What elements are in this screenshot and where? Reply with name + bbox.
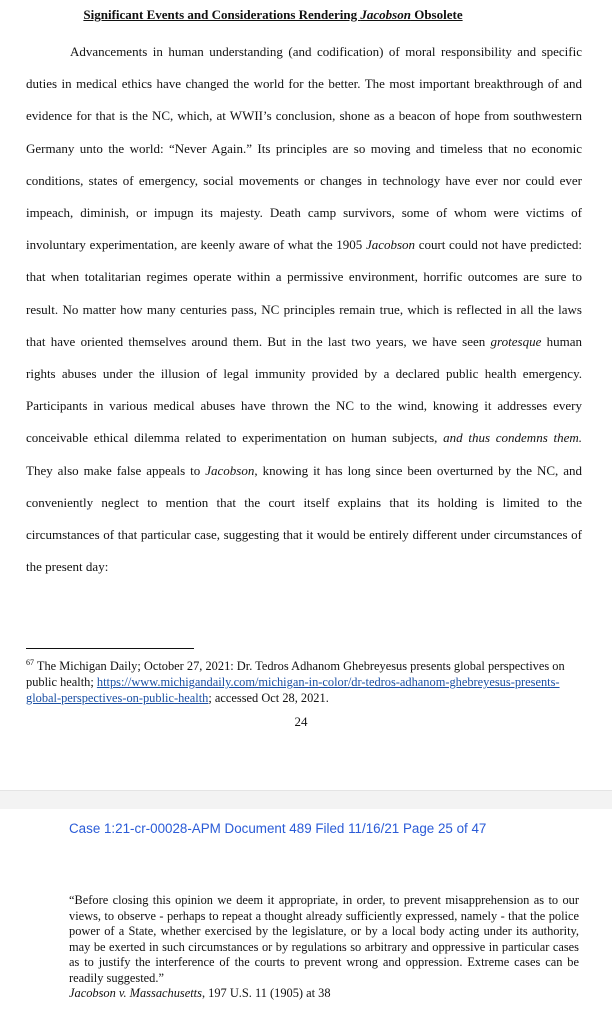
block-quote	[69, 893, 579, 1002]
italic-emphasis: grotesque	[490, 333, 542, 349]
citation-case-name: Jacobson v. Massachusetts	[69, 986, 202, 1000]
body-paragraph	[26, 36, 582, 583]
footnote-number: 67	[26, 658, 34, 667]
heading-italic-case-name: Jacobson	[360, 7, 411, 22]
italic-case-name: Jacobson	[205, 462, 255, 478]
quote-citation	[69, 986, 579, 1002]
section-heading	[0, 7, 546, 23]
body-text-run: Advancements in human understanding (and codification) of moral responsibility and specific duties in medical ethics have changed the world for the better. The most important breakthrough of and evidence for that is the NC, which, at WWII’s conclusion, shone as a beacon of hope from southwestern Germany unto the world: “Never Again.” Its principles are so moving and timeless that no economic conditions, states of emergency, social movements or changes in technology have ever nor could ever impeach, diminish, or impugn its majesty. Death camp survivors, some of whom were victims of involuntary experimentation, are keenly aware of what the 1905	[26, 44, 582, 253]
footnote	[26, 655, 578, 706]
body-text-run: They also make false appeals to	[26, 462, 206, 478]
quote-text: “Before closing this opinion we deem it appropriate, in order, to prevent misapprehension as to our views, to observe - perhaps to repeat a thought already sufficiently expressed, namely - that the police power of a State, whether exercised by the legislature, or by a local body acting under its authority, may be exerted in such circumstances or by regulations so arbitrary and oppressive in particular cases as to justify the interference of the courts to prevent wrong and oppression. Extreme cases can be readily suggested.”	[69, 893, 579, 985]
page-number: 24	[294, 714, 308, 729]
citation-reference: , 197 U.S. 11 (1905) at 38	[201, 986, 331, 1000]
body-text-run: , knowing it has long since been overturned by the NC, and conveniently neglect to mention that the court itself explains that its holding is limited to the circumstances of that particular case, suggesting that it would be entirely different under circumstances of the present day:	[26, 462, 582, 575]
heading-text: Significant Events and Considerations Rendering	[83, 7, 361, 22]
footnote-text: The Michigan Daily; October 27, 2021: Dr. Tedros Adhanom Ghebreyesus presents global perspectives on public health;	[26, 659, 565, 689]
body-text-run: human rights abuses under the illusion of legal immunity provided by a declared public health emergency. Participants in various medical abuses have thrown the NC to the wind, knowing it addresses every conceivable ethical dilemma related to experimentation on human subjects,	[26, 333, 582, 446]
page-separator	[0, 790, 612, 810]
heading-text-end: Obsolete	[410, 7, 463, 22]
italic-case-name: Jacobson	[365, 237, 416, 253]
footnote-link[interactable]: https://www.michigandaily.com/michigan-in-color/dr-tedros-adhanom-ghebreyesus-presents-global-perspectives-on-public-health	[26, 675, 560, 705]
footnote-text-end: ; accessed Oct 28, 2021.	[208, 691, 329, 705]
italic-emphasis: and thus condemns them.	[443, 430, 582, 446]
case-header: Case 1:21-cr-00028-APM Document 489 Filed 11/16/21 Page 25 of 47	[69, 821, 487, 836]
footnote-divider	[26, 648, 194, 649]
body-text-run: court could not have predicted: that when totalitarian regimes operate within a permissive environment, horrific outcomes are sure to result. No matter how many centuries pass, NC principles remain true, which is reflected in all the laws that have oriented themselves around them. But in the last two years, we have seen	[26, 237, 582, 349]
